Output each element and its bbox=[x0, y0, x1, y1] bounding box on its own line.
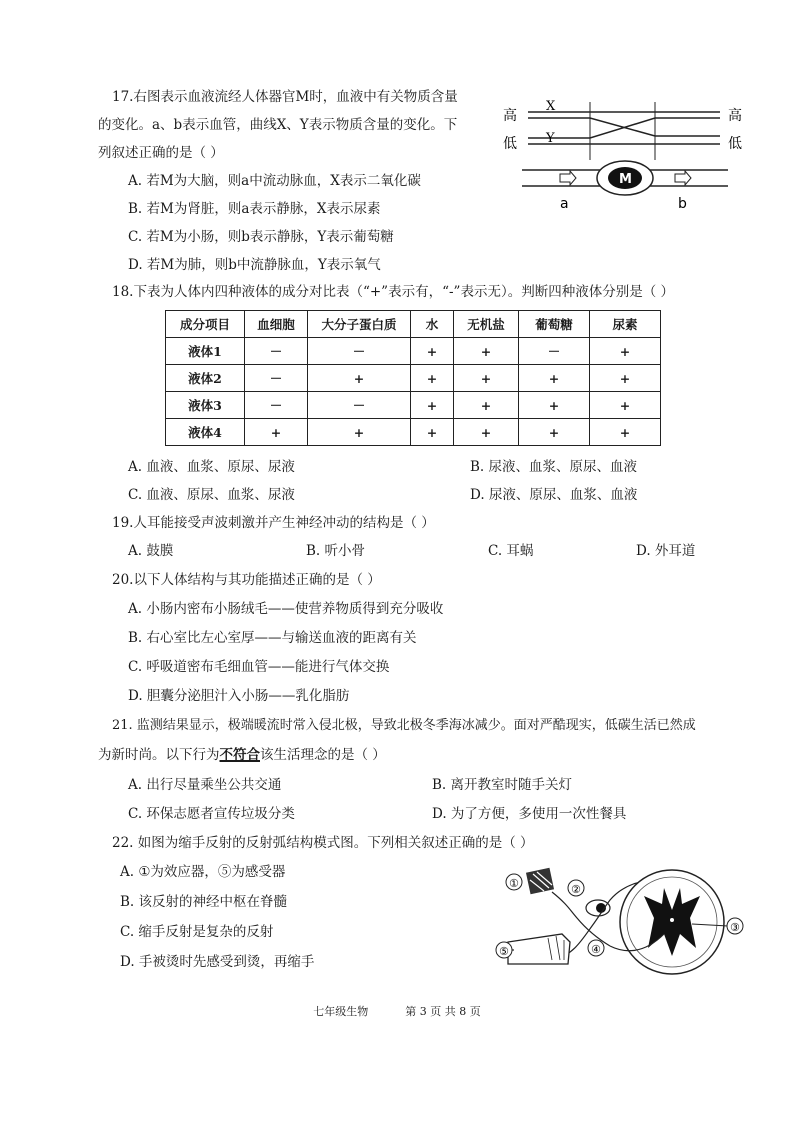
q22-option-b: B. 该反射的神经中枢在脊髓 bbox=[120, 894, 288, 910]
q18-option-c: C. 血液、原尿、血浆、尿液 bbox=[128, 487, 295, 503]
q17-option-d: D. 若M为肺，则b中流静脉血，Y表示氧气 bbox=[128, 257, 381, 273]
table-cell: + bbox=[454, 419, 519, 446]
footer-page-number: 第 3 页 共 8 页 bbox=[405, 1005, 481, 1018]
vessel-a-label: a bbox=[560, 196, 569, 212]
table-cell: － bbox=[519, 338, 590, 365]
q20-stem: 20.以下人体结构与其功能描述正确的是（ ） bbox=[112, 572, 381, 588]
q17-option-b: B. 若M为肾脏，则a表示静脉，X表示尿素 bbox=[128, 201, 381, 217]
table-cell: + bbox=[454, 338, 519, 365]
q17-blood-flow-figure bbox=[500, 88, 760, 218]
table-header-cell: 成分项目 bbox=[166, 311, 245, 338]
q21-option-d: D. 为了方便，多使用一次性餐具 bbox=[432, 806, 627, 822]
q21-option-a: A. 出行尽量乘坐公共交通 bbox=[128, 777, 282, 793]
q21-option-b: B. 离开教室时随手关灯 bbox=[432, 777, 573, 793]
table-cell: － bbox=[308, 392, 411, 419]
table-cell: 液体2 bbox=[166, 365, 245, 392]
q19-option-b: B. 听小骨 bbox=[306, 543, 366, 559]
q21-stem-pre: 为新时尚。以下行为 bbox=[98, 747, 220, 763]
q20-option-a: A. 小肠内密布小肠绒毛——使营养物质得到充分吸收 bbox=[128, 601, 444, 617]
table-header-cell: 无机盐 bbox=[454, 311, 519, 338]
table-header-cell: 尿素 bbox=[590, 311, 661, 338]
table-cell: + bbox=[519, 365, 590, 392]
page-footer bbox=[0, 1003, 794, 1019]
q17-stem-line-3: 列叙述正确的是（ ） bbox=[98, 145, 224, 161]
y-curve-label: Y bbox=[546, 131, 555, 146]
table-cell: 液体1 bbox=[166, 338, 245, 365]
q19-option-a: A. 鼓膜 bbox=[128, 543, 174, 559]
effector-muscle-shape bbox=[526, 868, 554, 895]
table-cell: + bbox=[411, 392, 454, 419]
table-header-row bbox=[166, 311, 661, 338]
footer-subject: 七年级生物 bbox=[313, 1005, 369, 1018]
q21-emphasis-not-match: 不符合 bbox=[219, 747, 260, 763]
table-header-cell: 水 bbox=[411, 311, 454, 338]
table-cell: － bbox=[245, 392, 308, 419]
q18-option-b: B. 尿液、血浆、原尿、血液 bbox=[470, 459, 638, 475]
q17-option-a: A. 若M为大脑，则a中流动脉血，X表示二氧化碳 bbox=[128, 173, 421, 189]
q20-option-c: C. 呼吸道密布毛细血管——能进行气体交换 bbox=[128, 659, 390, 675]
table-cell: 液体3 bbox=[166, 392, 245, 419]
y-curve bbox=[528, 118, 720, 138]
table-cell: － bbox=[245, 365, 308, 392]
label-1: ① bbox=[509, 877, 519, 890]
q20-option-b: B. 右心室比左心室厚——与输送血液的距离有关 bbox=[128, 630, 417, 646]
vessel-b-label: b bbox=[678, 196, 687, 212]
table-cell: + bbox=[590, 338, 661, 365]
q17-option-c: C. 若M为小肠，则b表示静脉，Y表示葡萄糖 bbox=[128, 229, 394, 245]
table-header-cell: 大分子蛋白质 bbox=[308, 311, 411, 338]
x-curve-label: X bbox=[546, 99, 556, 114]
q21-stem-line-2 bbox=[98, 746, 386, 764]
q21-stem-post: 该生活理念的是（ ） bbox=[260, 747, 386, 763]
label-4: ④ bbox=[591, 943, 601, 956]
table-cell: + bbox=[454, 392, 519, 419]
central-canal bbox=[670, 918, 674, 922]
q18-option-a: A. 血液、血浆、原尿、尿液 bbox=[128, 459, 295, 475]
left-high-label: 高 bbox=[503, 108, 517, 124]
flow-arrow-a-icon bbox=[560, 171, 576, 185]
table-cell: + bbox=[308, 365, 411, 392]
q22-stem: 22. 如图为缩手反射的反射弧结构模式图。下列相关叙述正确的是（ ） bbox=[112, 835, 534, 851]
label-5: ⑤ bbox=[499, 945, 509, 958]
q19-option-d: D. 外耳道 bbox=[636, 543, 696, 559]
q18-stem: 18.下表为人体内四种液体的成分对比表（“+”表示有，“-”表示无）。判断四种液体分别是（ ） bbox=[112, 284, 674, 300]
table-cell: + bbox=[411, 338, 454, 365]
q20-option-d: D. 胆囊分泌胆汁入小肠——乳化脂肪 bbox=[128, 688, 350, 704]
q21-stem-line-1: 21. 监测结果显示，极端暖流时常入侵北极，导致北极冬季海冰减少。面对严酷现实，低碳生活已然成 bbox=[112, 718, 696, 733]
q19-option-c: C. 耳蜗 bbox=[488, 543, 534, 559]
table-cell: + bbox=[245, 419, 308, 446]
q17-stem-line-2: 的变化。a、b表示血管，曲线X、Y表示物质含量的变化。下 bbox=[98, 117, 458, 133]
table-cell: + bbox=[411, 419, 454, 446]
table-cell: + bbox=[454, 365, 519, 392]
table-cell: + bbox=[308, 419, 411, 446]
table-row bbox=[166, 419, 661, 446]
flow-arrow-b-icon bbox=[675, 171, 691, 185]
q22-option-d: D. 手被烫时先感受到烫，再缩手 bbox=[120, 954, 315, 970]
table-row bbox=[166, 365, 661, 392]
reflex-arc-figure bbox=[492, 860, 747, 980]
label-2: ② bbox=[571, 883, 581, 896]
table-header-cell: 葡萄糖 bbox=[519, 311, 590, 338]
table-header-cell: 血细胞 bbox=[245, 311, 308, 338]
q18-option-d: D. 尿液、原尿、血浆、血液 bbox=[470, 487, 638, 503]
table-cell: + bbox=[519, 419, 590, 446]
table-cell: + bbox=[519, 392, 590, 419]
q17-stem-line-1: 17.右图表示血液流经人体器官M时，血液中有关物质含量 bbox=[112, 89, 458, 105]
label-3: ③ bbox=[730, 921, 740, 934]
table-cell: 液体4 bbox=[166, 419, 245, 446]
table-cell: － bbox=[245, 338, 308, 365]
q19-stem: 19.人耳能接受声波刺激并产生神经冲动的结构是（ ） bbox=[112, 515, 435, 531]
right-low-label: 低 bbox=[728, 136, 742, 152]
organ-m-label: M bbox=[619, 172, 632, 187]
left-low-label: 低 bbox=[503, 136, 517, 152]
table-cell: + bbox=[411, 365, 454, 392]
q21-option-c: C. 环保志愿者宣传垃圾分类 bbox=[128, 806, 295, 822]
table-cell: － bbox=[308, 338, 411, 365]
right-high-label: 高 bbox=[728, 108, 742, 124]
q22-option-c: C. 缩手反射是复杂的反射 bbox=[120, 924, 274, 940]
finger-shape bbox=[508, 934, 570, 964]
table-cell: + bbox=[590, 419, 661, 446]
table-row bbox=[166, 338, 661, 365]
q22-option-a: A. ①为效应器，⑤为感受器 bbox=[120, 864, 286, 880]
table-cell: + bbox=[590, 392, 661, 419]
fluid-composition-table bbox=[165, 310, 661, 446]
table-cell: + bbox=[590, 365, 661, 392]
table-row bbox=[166, 392, 661, 419]
